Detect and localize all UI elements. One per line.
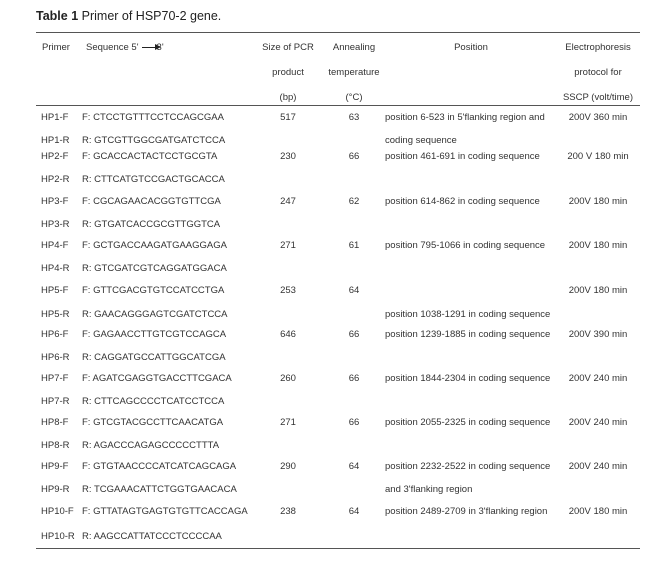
header-position: Position (454, 42, 488, 53)
electrophoresis-cell: 200V 180 min (568, 196, 628, 207)
sequence-cell: F: CGCAGAACACGGTGTTCGA (82, 196, 221, 207)
primer-cell: HP7-F (41, 373, 69, 384)
primer-cell: HP3-R (41, 219, 70, 230)
primer-cell: HP7-R (41, 396, 70, 407)
primer-cell: HP9-R (41, 484, 70, 495)
table-caption-text: Primer of HSP70-2 gene. (78, 9, 222, 23)
sequence-cell: R: CAGGATGCCATTGGCATCGA (82, 352, 226, 363)
electrophoresis-cell: 200V 180 min (568, 506, 628, 517)
size-cell: 271 (280, 417, 296, 428)
primer-cell: HP2-R (41, 174, 70, 185)
temperature-cell: 66 (348, 373, 360, 384)
sequence-cell: F: GAGAACCTTGTCGTCCAGCA (82, 329, 227, 340)
primer-cell: HP5-R (41, 309, 70, 320)
header-rule (36, 105, 640, 106)
size-cell: 230 (280, 151, 296, 162)
temperature-cell: 62 (348, 196, 360, 207)
table-caption-label: Table 1 (36, 9, 79, 23)
position-cell: position 6-523 in 5'flanking region and (385, 112, 545, 123)
header-size-3: (bp) (279, 92, 297, 103)
sequence-cell: F: AGATCGAGGTGACCTTCGACA (82, 373, 232, 384)
header-sequence (86, 42, 164, 54)
sequence-cell: R: GTGATCACCGCGTTGGTCA (82, 219, 221, 230)
size-cell: 238 (280, 506, 296, 517)
header-primer: Primer (42, 42, 70, 53)
sequence-cell: F: GCACCACTACTCCTGCGTA (82, 151, 218, 162)
size-cell: 646 (280, 329, 296, 340)
top-rule (36, 32, 640, 33)
position-cell: position 614-862 in coding sequence (385, 196, 540, 207)
header-annealing-3: (°C) (345, 92, 363, 103)
position-cell: position 1844-2304 in coding sequence (385, 373, 551, 384)
position-cell: position 1038-1291 in coding sequence (385, 309, 551, 320)
table-caption (36, 9, 221, 23)
primer-cell: HP6-F (41, 329, 69, 340)
primer-cell: HP4-F (41, 240, 69, 251)
position-cell: position 795-1066 in coding sequence (385, 240, 546, 251)
temperature-cell: 64 (348, 285, 360, 296)
sequence-cell: R: GAACAGGGAGTCGATCTCCA (82, 309, 228, 320)
sequence-cell: R: AAGCCATTATCCCTCCCCAA (82, 531, 222, 542)
electrophoresis-cell: 200V 390 min (568, 329, 628, 340)
primer-cell: HP3-F (41, 196, 69, 207)
position-cell: and 3'flanking region (385, 484, 473, 495)
position-cell: position 1239-1885 in coding sequence (385, 329, 551, 340)
header-electrophoresis-1: Electrophoresis (565, 42, 631, 53)
electrophoresis-cell: 200 V 180 min (567, 151, 629, 162)
bottom-rule (36, 548, 640, 549)
primer-cell: HP2-F (41, 151, 69, 162)
position-cell: coding sequence (385, 135, 457, 146)
temperature-cell: 66 (348, 151, 360, 162)
temperature-cell: 66 (348, 329, 360, 340)
sequence-cell: F: GTTATAGTGAGTGTGTTCACCAGA (82, 506, 248, 517)
sequence-cell: R: CTTCATGTCCGACTGCACCA (82, 174, 225, 185)
primer-cell: HP8-R (41, 440, 70, 451)
header-annealing-2: temperature (328, 67, 380, 78)
temperature-cell: 64 (348, 506, 360, 517)
header-sequence-5: Sequence 5' (86, 42, 139, 53)
size-cell: 260 (280, 373, 296, 384)
sequence-cell: R: CTTCAGCCCCTCATCCTCCA (82, 396, 225, 407)
size-cell: 271 (280, 240, 296, 251)
primer-cell: HP1-F (41, 112, 69, 123)
sequence-cell: R: GTCGTTGGCGATGATCTCCA (82, 135, 226, 146)
header-annealing-1: Annealing (332, 42, 376, 53)
header-sequence-3: 3' (156, 42, 164, 53)
position-cell: position 2489-2709 in 3'flanking region (385, 506, 548, 517)
electrophoresis-cell: 200V 180 min (568, 240, 628, 251)
size-cell: 253 (280, 285, 296, 296)
primer-cell: HP6-R (41, 352, 70, 363)
position-cell: position 2055-2325 in coding sequence (385, 417, 551, 428)
header-size-2: product (272, 67, 304, 78)
sequence-cell: F: GTTCGACGTGTCCATCCTGA (82, 285, 225, 296)
electrophoresis-cell: 200V 240 min (568, 417, 628, 428)
sequence-cell: F: GCTGACCAAGATGAAGGAGA (82, 240, 227, 251)
sequence-cell: F: CTCCTGTTTCCTCCAGCGAA (82, 112, 224, 123)
electrophoresis-cell: 200V 180 min (568, 285, 628, 296)
size-cell: 290 (280, 461, 296, 472)
temperature-cell: 63 (348, 112, 360, 123)
temperature-cell: 66 (348, 417, 360, 428)
sequence-cell: R: AGACCCAGAGCCCCCTTTA (82, 440, 220, 451)
primer-cell: HP1-R (41, 135, 70, 146)
sequence-cell: R: TCGAAACATTCTGGTGAACACA (82, 484, 237, 495)
sequence-cell: F: GTGTAACCCCATCATCAGCAGA (82, 461, 237, 472)
temperature-cell: 64 (348, 461, 360, 472)
position-cell: position 461-691 in coding sequence (385, 151, 540, 162)
header-size-1: Size of PCR (262, 42, 314, 53)
header-electrophoresis-3: SSCP (volt/time) (562, 92, 634, 103)
size-cell: 247 (280, 196, 296, 207)
size-cell: 517 (280, 112, 296, 123)
electrophoresis-cell: 200V 240 min (568, 373, 628, 384)
primer-cell: HP10-F (41, 506, 74, 517)
sequence-cell: R: GTCGATCGTCAGGATGGACA (82, 263, 227, 274)
position-cell: position 2232-2522 in coding sequence (385, 461, 551, 472)
primer-cell: HP4-R (41, 263, 70, 274)
right-arrow-icon (142, 47, 156, 48)
primer-cell: HP10-R (41, 531, 75, 542)
sequence-cell: F: GTCGTACGCCTTCAACATGA (82, 417, 224, 428)
temperature-cell: 61 (348, 240, 360, 251)
primer-cell: HP8-F (41, 417, 69, 428)
primer-cell: HP9-F (41, 461, 69, 472)
electrophoresis-cell: 200V 360 min (568, 112, 628, 123)
electrophoresis-cell: 200V 240 min (568, 461, 628, 472)
header-electrophoresis-2: protocol for (574, 67, 622, 78)
primer-cell: HP5-F (41, 285, 69, 296)
